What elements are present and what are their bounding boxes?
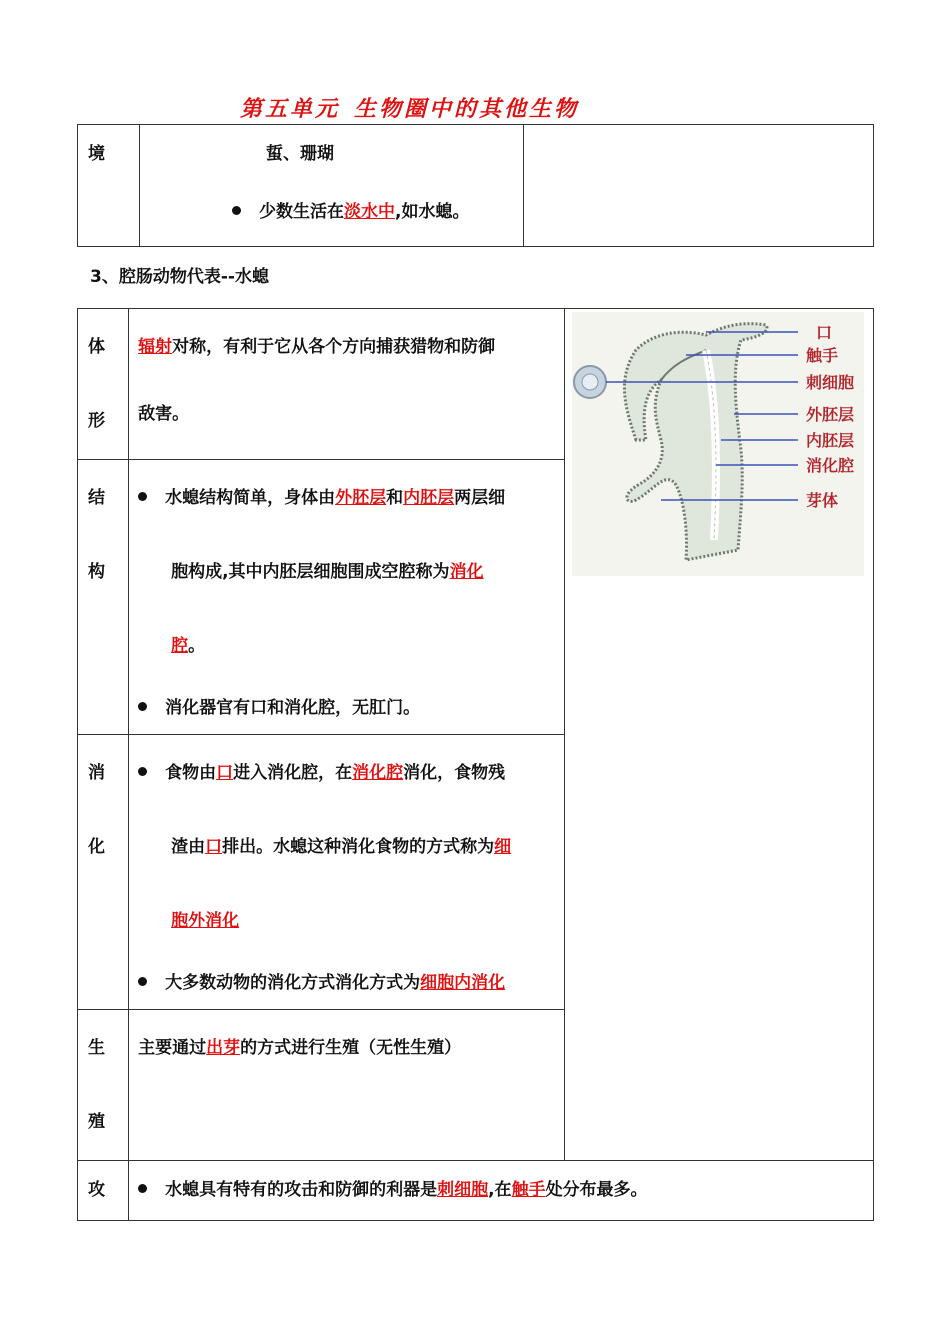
digestion-label-2: 化	[88, 837, 105, 857]
shape-line-1: 辐射对称，有利于它从各个方向捕获猎物和防御	[138, 337, 496, 357]
hydra-diagram	[566, 310, 872, 580]
digestion-line-2: 渣由口排出。水螅这种消化食物的方式称为细	[171, 837, 512, 857]
reproduction-line: 主要通过出芽的方式进行生殖（无性生殖）	[138, 1038, 462, 1058]
reproduction-label-2: 殖	[88, 1112, 105, 1132]
diagram-cell	[564, 309, 873, 1161]
reproduction-label-cell	[78, 1010, 129, 1161]
digestion-label-1: 消	[88, 763, 105, 783]
bullet-icon	[232, 206, 241, 215]
habitat-label: 境	[88, 144, 105, 164]
cnidocyte-core	[582, 374, 598, 390]
structure-line-3: 腔。	[171, 636, 206, 656]
shape-label-1: 体	[88, 337, 105, 357]
section-heading: 3、腔肠动物代表--水螅	[90, 267, 269, 287]
page-title: 第五单元 生物圈中的其他生物	[240, 96, 580, 122]
structure-line-2: 胞构成,其中内胚层细胞围成空腔称为消化	[171, 562, 484, 582]
reproduction-content-cell	[129, 1010, 565, 1161]
structure-label-2: 构	[88, 562, 105, 582]
digestion-label-cell	[78, 735, 129, 1010]
structure-content-cell	[129, 460, 565, 735]
attack-label-cell	[78, 1161, 129, 1221]
shape-label-cell	[78, 309, 129, 460]
structure-label-cell	[78, 460, 129, 735]
structure-line-4: 消化器官有口和消化腔，无肛门。	[138, 683, 563, 733]
attack-label-1: 攻	[88, 1180, 105, 1200]
habitat-line-1: 蜇、珊瑚	[266, 144, 334, 164]
digestion-line-1: 食物由口进入消化腔，在消化腔消化，食物残	[138, 736, 563, 810]
digestion-content-cell	[129, 735, 565, 1010]
attack-content-cell	[129, 1161, 874, 1221]
attack-line: 水螅具有特有的攻击和防御的利器是刺细胞,在触手处分布最多。	[138, 1162, 872, 1218]
label-bud: 芽体	[805, 491, 838, 510]
habitat-empty-cell	[524, 125, 874, 247]
bullet-icon	[138, 767, 147, 776]
habitat-content-cell	[140, 125, 524, 247]
label-ectoderm: 外胚层	[805, 405, 854, 424]
digestion-line-4: 大多数动物的消化方式消化方式为细胞内消化	[138, 958, 563, 1008]
label-endoderm: 内胚层	[805, 431, 854, 450]
bullet-icon	[138, 492, 147, 501]
habitat-table	[77, 124, 874, 247]
shape-content-cell	[129, 309, 565, 460]
bullet-icon	[138, 1184, 147, 1193]
structure-label-1: 结	[88, 488, 105, 508]
habitat-line-2: 少数生活在淡水中,如水螅。	[140, 182, 522, 242]
label-cnidocyte: 刺细胞	[805, 373, 854, 392]
bullet-icon	[138, 702, 147, 711]
hydra-table	[77, 308, 874, 1221]
bullet-icon	[138, 977, 147, 986]
label-tentacle: 触手	[805, 346, 838, 365]
shape-label-2: 形	[88, 411, 105, 431]
reproduction-label-1: 生	[88, 1038, 105, 1058]
structure-line-1: 水螅结构简单，身体由外胚层和内胚层两层细	[138, 461, 563, 535]
label-digestive-cavity: 消化腔	[805, 456, 854, 475]
habitat-label-cell	[78, 125, 140, 247]
label-mouth: 口	[815, 323, 832, 342]
shape-line-2: 敌害。	[138, 404, 190, 424]
digestion-line-3: 胞外消化	[171, 911, 240, 931]
